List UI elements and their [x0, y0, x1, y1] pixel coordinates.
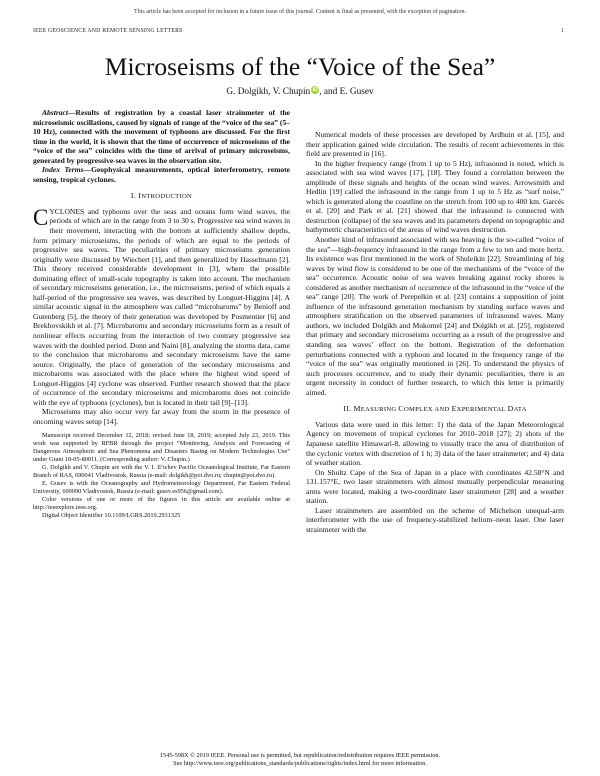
abstract-lead: Abstract	[42, 108, 68, 117]
left-column	[33, 108, 290, 520]
body-paragraph-2: In the higher frequency range (from 1 up to 5 Hz), infrasound is noted, which is associated with sea wind waves [17], [18]. They found a correlation between the amplitude of these signals and heights of the ocean wind waves. Arrowsmith and Hedlin [19] called the infrasound in the range from 1 up to 5 Hz as “surf noise,” which is generated along the coastline on the stretch from 100 up to 400 km. Garcés et al. [20] and Park et al. [21] showed that the infrasound is connected with destruction (collapse) of the sea waves and its parameters depend on topographic and bathymetric characteristics of the areas of wind waves destruction.	[306, 158, 564, 235]
index-terms-lead: Index Terms	[42, 165, 84, 175]
footnote-manuscript: Manuscript received December 12, 2018; revised June 18, 2019; accepted July 23, 2019. This work was supported by RFBR through the project “Monitoring, Analysis and Forecasting of Dangerous Atmospheric and Sea Phenomena and Disasters Basing on Modern Technologies Use” under Grant 18-05-80011. (Corresponding author: V. Chupin.)	[33, 431, 290, 463]
abstract-text: —Results of registration by a coastal laser strainmeter of the microseismic oscillations, caused by signals of range of the “voice of the sea” (5–10 Hz), connected with the movement of typhoons are discussed. For the first time in the world, it is shown that the time of occurrence of microseisms of the “voice of the sea” coincides with the time of arrival of primary microseisms, generated by progressive-sea waves in the observation site.	[33, 108, 290, 165]
author-list	[0, 86, 600, 97]
section-heading-introduction: I. INTRODUCTION	[130, 191, 193, 201]
footnote-affiliation-2: E. Gusev is with the Oceanography and Hydrometeorology Department, Far Eastern Federal University, 690090 Vladivostok, Russia (e-mail: gusev.es956@gmail.com).	[33, 479, 290, 495]
body-paragraph-3: Another kind of infrasound associated with sea heaving is the so-called “voice of the sea”—high-frequency infrasound in the range from a few to ten and more hertz. Its existence was first mentioned in the work of Shuleikin [22]. Streamlining of big waves by wind flow is considered to be one of the mechanisms of the “voice of the sea” occurrence. Acoustic noise of sea waves breaking against rocky shores is considered as another mechanism of occurrence of the infrasound in the “voice of the sea” range [20]. The work of Perepelkin et al. [23] contains a supposition of joint influence of the infrasound generation mechanism by standing surface waves and atmosphere stratification on the observed parameters of infrasound waves. Many authors, we included Dolgikh and Mukomel [24] and Dolgikh et al. [25], registered that primary and secondary microseisms occurring as a result of the progressive and standing sea waves’ effect on the bottom. Registration of the deformation perturbations connected with a typhoon and located in the frequency range of the “voice of the sea” was originally mentioned in [26]. To understand the physics of such processes occurrence, and to study their dynamic peculiarities, there is an urgent necessity in conduct of further research, to which this letter is primarily aimed.	[306, 235, 564, 397]
copyright-footer	[0, 752, 600, 767]
authors-text: G. Dolgikh, V. Chupin	[226, 87, 311, 97]
paper-title: Microseisms of the “Voice of the Sea”	[104, 52, 496, 81]
page-number: 1	[560, 28, 564, 34]
copyright-line-1: 1545-598X © 2019 IEEE. Personal use is permitted, but republication/redistribution requires IEEE permission.	[159, 752, 441, 759]
drop-cap: C	[33, 204, 49, 230]
footnote-affiliation-1: G. Dolgikh and V. Chupin are with the V. I. Il’ichev Pacific Oceanological Institute, Far Eastern Branch of RAS, 690041 Vladivostok, Russia (e-mail: dolgikh@poi.dvo.ru; chupin@poi.dvo.ru).	[33, 463, 290, 479]
body-paragraph-4: Various data were used in this letter: 1) the data of the Japan Meteorological Agency on movement of tropical cyclones for 2010–2018 [27]; 2) shots of the Japanese satellite Himawari-8, allowing to visually trace the area of distribution of the cyclonic vortex with discretion of 1 h; 3) data of the laser strainmeter; and 4) data of weather station.	[306, 419, 564, 468]
body-paragraph-1: Numerical models of these processes are developed by Ardhuin et al. [15], and their application gained wide circulation. The results of recent achievements in this field are presented in [16].	[306, 130, 564, 159]
orcid-icon[interactable]: iD	[312, 87, 318, 93]
index-terms-text: —Geophysical measurements, optical interferometry, remote sensing, tropical cyclones.	[33, 165, 290, 184]
body-paragraph-5: On Shultz Cape of the Sea of Japan in a place with coordinates 42.58°N and 131.157°E, two laser strainmeters with almost mutually perpendicular measuring arms were located, making a two-coordinate laser strainmeter [28] and a weather station.	[306, 467, 564, 506]
running-head	[33, 28, 564, 34]
intro-paragraph-2: Microseisms may also occur very far away from the storm in the presence of oncoming waves setup [14].	[33, 407, 290, 426]
copyright-line-2[interactable]: See http://www.ieee.org/publications_standards/publications/rights/index.html for more information.	[173, 759, 427, 767]
acceptance-notice: This article has been accepted for inclusion in a future issue of this journal. Content is final as presented, with the exception of pagination.	[134, 9, 466, 15]
body-paragraph-6: Laser strainmeters are assembled on the scheme of Michelson unequal-arm interferometer with the use of frequency-stabilized helium–neon laser. One laser strainmeter with the	[306, 505, 564, 534]
intro-paragraph-1: CYCLONES and typhoons over the seas and oceans form wind waves, the periods of which are in the range from 3 to 30 s. Progressive sea wind waves in their movement, interacting with the bottom at sufficiently shallow depths, form primary microseisms, the periods of which are equal to the periods of progressive sea waves. The peculiarities of primary microseisms generation originally were discussed by Wiechert [1], and then generalized by Hasselmann [2]. This theory received considerable development in [3], where the possible dominating effect of small-scale topography is taken into account. The mechanism of secondary microseisms generation, i.e., the microseisms, period of which equals a half-period of the progressive sea waves, was described by Longuet-Higgins [4]. A similar acoustic signal in the atmosphere was called “microbaroms” by Benioff and Gutenberg [5], the theory of their generation was developed by Posmentier [6] and Brekhovskikh et al. [7]. Microbaroms and secondary microseisms form as a result of nonlinear effects occurring from the interaction of two contrary progressive sea waves with the doubled period. Donn and Naini [8], analyzing the storms data, came to the conclusion that microbaroms and secondary microseisms have the same source. Originally, the place of generation of the secondary microseisms and microbaroms was associated with the place where the highest wind speed of Longuet-Higgins [4] cyclone was observed. Further research showed that the place of occurrence of the secondary microseisms and microbaroms does not coincide with the eye of typhoons (cyclones), but is located in their tail [9]–[13].	[33, 204, 290, 407]
authors-text-end: , and E. Gusev	[319, 87, 374, 97]
abstract	[33, 108, 290, 165]
right-column	[306, 130, 564, 534]
index-terms	[33, 165, 290, 184]
footnote-color: Color versions of one or more of the figures in this article are available online at http://ieeexplore.ieee.org.	[33, 495, 290, 511]
footnotes	[33, 432, 290, 521]
footnote-doi: Digital Object Identifier 10.1109/LGRS.2019.2931325	[42, 511, 181, 519]
journal-name: IEEE GEOSCIENCE AND REMOTE SENSING LETTERS	[33, 28, 183, 34]
section-heading-measuring: II. MEASURING COMPLEX AND EXPERIMENTAL DATA	[343, 404, 527, 414]
